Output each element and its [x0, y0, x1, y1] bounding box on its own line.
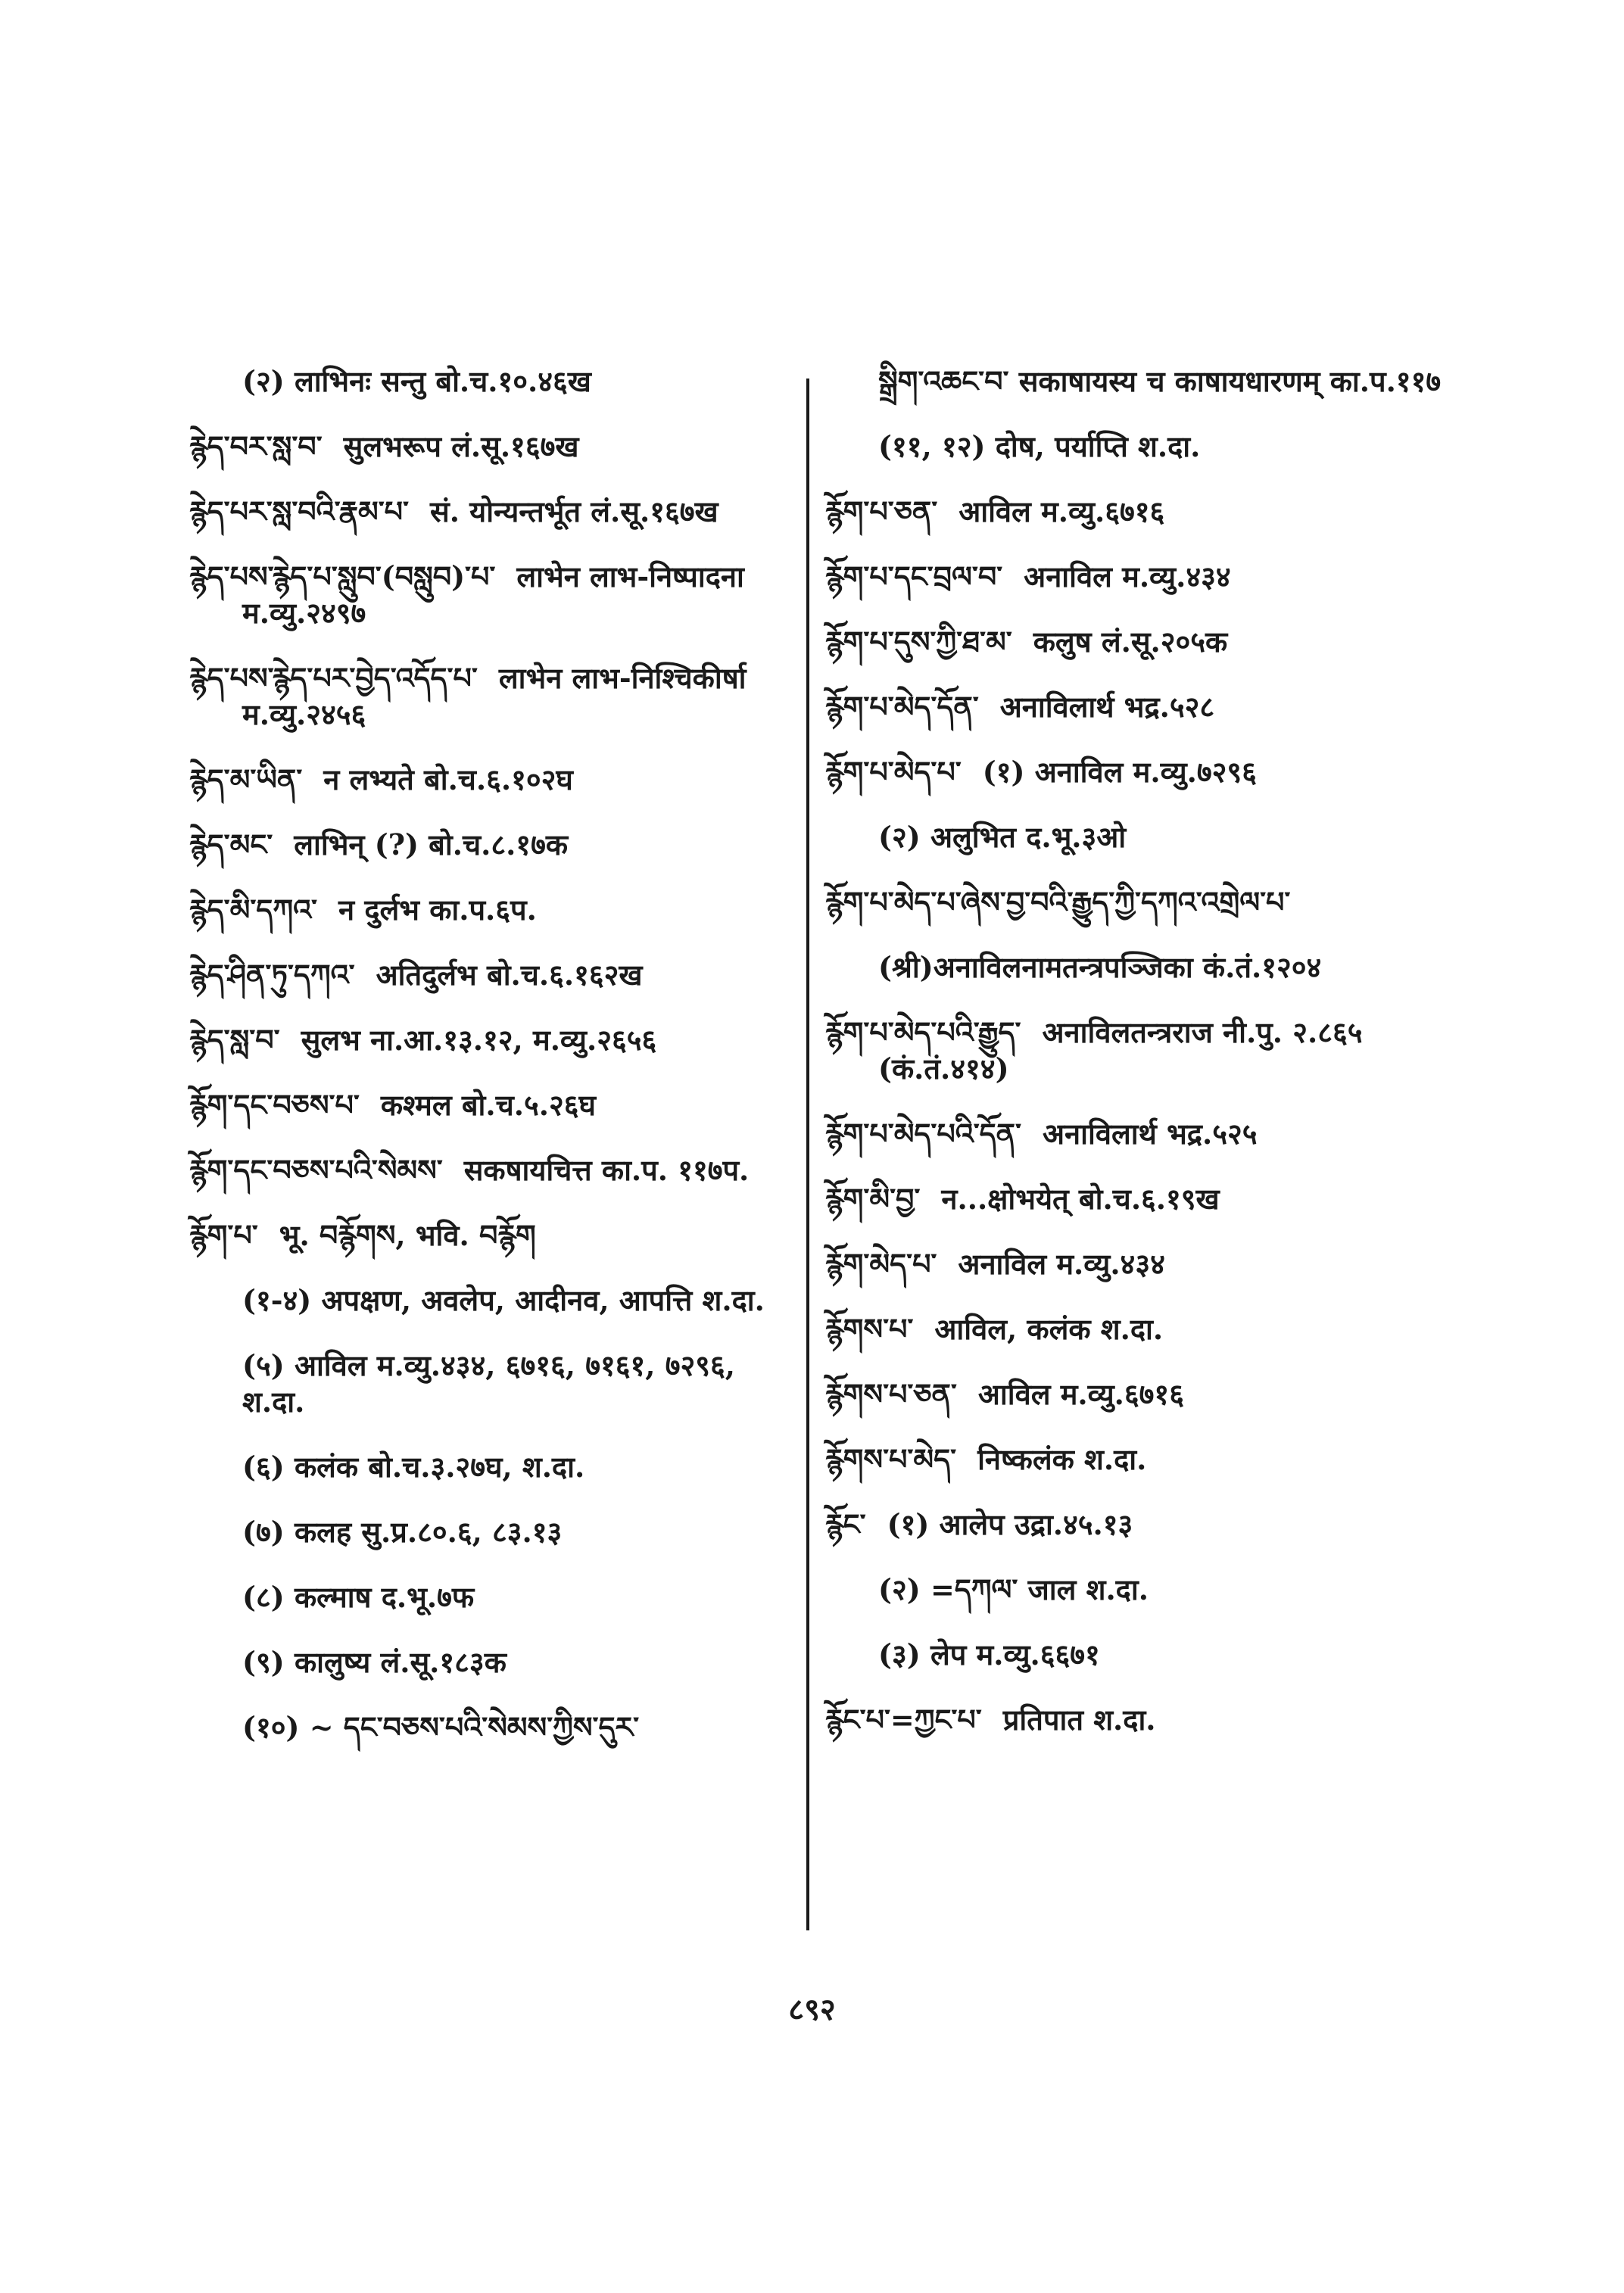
sanskrit-gloss: लाभिन् (?) बो.च.८.१७क	[294, 827, 569, 861]
sanskrit-gloss: अनाविलार्थ भद्र.५२८	[999, 690, 1215, 724]
tibetan-headword: རྙེད་པར་སླ་བའི་རྣམ་པ་	[189, 494, 410, 528]
dictionary-entry	[189, 494, 795, 530]
tibetan-headword: རྙེད་པས་རྙེད་པ་སླུབ་(བསླུབ)་པ་	[189, 559, 496, 594]
tibetan-headword: རྙོག་པ་ཅན་	[825, 494, 938, 528]
sense-line	[825, 819, 1476, 855]
tibetan-headword: རྙེད་པས་རྙེད་པར་བྱེད་འདོད་པ་	[189, 661, 478, 695]
dictionary-entry	[825, 1014, 1476, 1087]
sanskrit-gloss: आविल म.व्यु.६७१६	[959, 494, 1165, 528]
page-number: ८९२	[788, 1992, 836, 2027]
right-column	[825, 363, 1476, 1767]
dictionary-entry	[825, 1441, 1476, 1478]
dictionary-entry	[825, 1311, 1476, 1347]
sense-line	[825, 1572, 1476, 1608]
sanskrit-gloss: अतिदुर्लभ बो.च.६.१६२ख	[376, 958, 643, 992]
sanskrit-gloss: कलुष लं.सू.२०५क	[1033, 625, 1228, 659]
dictionary-entry	[189, 660, 795, 733]
dictionary-entry	[825, 1116, 1476, 1152]
sense-line	[825, 363, 1476, 400]
dictionary-entry	[189, 1152, 795, 1189]
dictionary-entry	[189, 827, 795, 863]
tibetan-headword: རྙོག་པ་མེད་པའི་དོན་	[825, 1117, 1022, 1151]
sense-line	[825, 1637, 1476, 1673]
tibetan-headword: རྙེད་བར་སླ་བ་	[189, 429, 323, 463]
tibetan-headword: རྙོགས་པ་ཅན་	[825, 1377, 957, 1411]
sanskrit-gloss: आविल, कलंक श.दा.	[934, 1312, 1164, 1346]
dictionary-entry	[825, 1702, 1476, 1738]
sanskrit-gloss: न लभ्यते बो.च.६.१०२घ	[323, 762, 573, 796]
sanskrit-gloss: (२) अलुभित द.भू.३ओ	[878, 820, 1127, 854]
sanskrit-gloss: (८) कल्माष द.भू.७फ	[242, 1580, 475, 1614]
sanskrit-gloss: (६) कलंक बो.च.३.२७घ, श.दा.	[242, 1450, 585, 1484]
sanskrit-gloss: (१) आलेप उद्रा.४५.१३	[887, 1507, 1133, 1541]
sanskrit-gloss: अनाविल म.व्यु.४३४	[958, 1247, 1165, 1281]
tibetan-headword: རྙེད་ཤིན་ཏུ་དཀའ་	[189, 958, 355, 992]
tibetan-headword: རྙོག་པ་མེད་པའི་རྒྱུད་	[825, 1015, 1021, 1049]
sanskrit-gloss: सं. योन्यन्तर्भूत लं.सू.१६७ख	[430, 494, 718, 528]
tibetan-headword: རྙེད་མི་དཀའ་	[189, 893, 317, 927]
sanskrit-gloss: न...क्षोभयेत् बो.च.६.१९ख	[941, 1182, 1220, 1216]
dictionary-entry	[825, 559, 1476, 595]
sense-line	[189, 363, 795, 400]
sense-line	[189, 1347, 795, 1420]
sanskrit-gloss: སྒྲིག་འཆང་བ་ सकाषायस्य च काषायधारणम् का.प.११७	[878, 364, 1442, 398]
sanskrit-gloss: (२) =དཀལ་ जाल श.दा.	[878, 1572, 1149, 1606]
sanskrit-gloss: (१०) ~ དང་བཅས་པའི་སེམས་ཀྱིས་དུར་	[242, 1710, 640, 1744]
sanskrit-gloss: अनाविल म.व्यु.४३४	[1024, 559, 1231, 594]
column-divider	[806, 379, 809, 1930]
sanskrit-gloss: सुलभ ना.आ.१३.१२, म.व्यु.२६५६	[301, 1023, 657, 1057]
sanskrit-gloss: प्रतिपात श.दा.	[1002, 1703, 1156, 1737]
tibetan-headword: རྙོག་པ་མེད་པ་	[825, 755, 962, 789]
dictionary-entry	[825, 1506, 1476, 1543]
sanskrit-gloss: (२) लाभिनः सन्तु बो.च.१०.४६ख	[242, 364, 591, 398]
sanskrit-gloss: (१) अनाविल म.व्यु.७२९६	[982, 755, 1257, 789]
dictionary-entry	[825, 1376, 1476, 1413]
sanskrit-gloss: (९) कालुष्य लं.सू.१८३क	[242, 1645, 507, 1679]
dictionary-entry	[189, 1217, 795, 1254]
sanskrit-gloss: कश्मल बो.च.५.२६घ	[380, 1088, 596, 1122]
dictionary-entry	[189, 559, 795, 631]
sanskrit-gloss: लाभेन लाभ-निश्चिकीर्षा म.व्यु.२४५६	[242, 661, 747, 731]
dictionary-entry	[825, 1181, 1476, 1217]
sanskrit-gloss: (१-४) अपक्षण, अवलेप, आदीनव, आपत्ति श.दा.	[242, 1283, 765, 1317]
dictionary-entry	[825, 884, 1476, 921]
tibetan-headword: རྙེད་མང་	[189, 827, 273, 861]
sense-line	[189, 1514, 795, 1550]
sanskrit-gloss: निष्कलंक श.दा.	[977, 1442, 1147, 1476]
sanskrit-gloss: आविल म.व्यु.६७१६	[977, 1377, 1184, 1411]
sanskrit-gloss: (३) लेप म.व्यु.६६७१	[878, 1637, 1100, 1671]
dictionary-entry	[189, 762, 795, 798]
tibetan-headword: རྙོང་	[825, 1507, 866, 1541]
tibetan-headword: རྙོག་པ་དང་བྲལ་བ་	[825, 559, 1003, 594]
tibetan-headword: རྙོགས་པ་མེད་	[825, 1442, 957, 1476]
dictionary-entry	[189, 1022, 795, 1058]
tibetan-headword: རྙོང་པ་=ཀྱང་པ་	[825, 1703, 982, 1737]
tibetan-headword: རྙོག་དང་བཅས་པ་	[189, 1088, 360, 1122]
sense-line	[189, 1449, 795, 1485]
tibetan-headword: རྙེད་སླ་བ་	[189, 1023, 280, 1057]
tibetan-headword: རྙོག་མི་བྱ་	[825, 1182, 921, 1216]
tibetan-headword: རྙེད་མ་ཡིན་	[189, 762, 303, 796]
sense-line	[825, 428, 1476, 465]
dictionary-entry	[189, 957, 795, 993]
sanskrit-gloss: अनाविलतन्त्रराज नी.पु. २.८६५ (कं.तं.४१४)	[878, 1015, 1363, 1086]
sanskrit-gloss: भू. བརྙོགས, भवि. བརྙོག	[279, 1218, 536, 1252]
sanskrit-gloss: अनाविलार्थ भद्र.५२५	[1043, 1117, 1258, 1151]
sanskrit-gloss: लाभेन लाभ-निष्पादना म.व्यु.२४९७	[242, 559, 744, 630]
sanskrit-gloss: सुलभरूप लं.सू.१६७ख	[343, 429, 579, 463]
sanskrit-gloss: न दुर्लभ का.प.६प.	[338, 893, 537, 927]
tibetan-headword: རྙོག་པ་	[189, 1218, 258, 1252]
dictionary-entry	[825, 689, 1476, 725]
tibetan-headword: རྙོག་དང་བཅས་པའི་སེམས་	[189, 1153, 443, 1187]
dictionary-entry	[825, 624, 1476, 660]
dictionary-entry	[825, 1246, 1476, 1282]
left-column	[189, 363, 795, 1774]
sanskrit-gloss: सकषायचित्त का.प. ११७प.	[463, 1153, 750, 1187]
dictionary-entry	[189, 428, 795, 465]
sanskrit-gloss: (७) कलह सु.प्र.८०.६, ८३.१३	[242, 1515, 563, 1549]
sense-line	[189, 1644, 795, 1681]
sanskrit-gloss: (५) आविल म.व्यु.४३४, ६७१६, ७१६१, ७२९६, श.दा.	[242, 1348, 735, 1419]
sanskrit-gloss: (श्री)अनाविलनामतन्त्रपञ्जिका कं.तं.१२०४	[878, 950, 1322, 984]
tibetan-headword: རྙོག་པ་མེད་དོན་	[825, 690, 979, 724]
tibetan-headword: རྙོགས་པ་	[825, 1312, 914, 1346]
dictionary-entry	[189, 1087, 795, 1123]
tibetan-headword: རྙོག་པ་མེད་པ་ཞེས་བྱ་བའི་རྒྱུད་ཀྱི་དཀའ་འགྲེལ་པ་	[825, 885, 1291, 919]
sense-line	[189, 1709, 795, 1746]
tibetan-headword: རྙོག་མེད་པ་	[825, 1247, 937, 1281]
sense-line	[189, 1579, 795, 1615]
tibetan-headword: རྙོག་པ་དུས་ཀྱི་ཐ་མ་	[825, 625, 1012, 659]
sense-line	[825, 949, 1476, 986]
sanskrit-gloss: (११, १२) दोष, पर्याप्ति श.दा.	[878, 429, 1201, 463]
sense-line	[189, 1282, 795, 1319]
dictionary-entry	[825, 754, 1476, 790]
dictionary-entry	[189, 892, 795, 928]
dictionary-entry	[825, 494, 1476, 530]
